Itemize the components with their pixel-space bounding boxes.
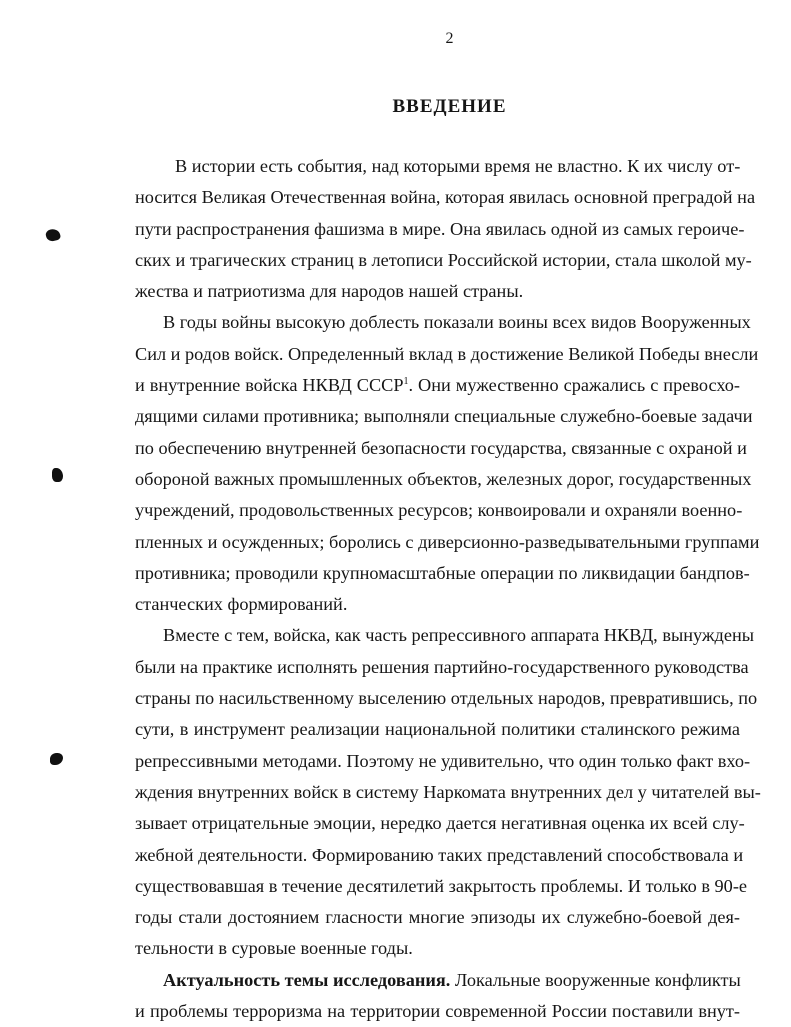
text-line: противника; проводили крупномасштабные операции по ликвидации бандпов- xyxy=(135,562,750,583)
text-line: были на практике исполнять решения партийно-государственного руководства xyxy=(135,656,749,677)
text-line: носится Великая Отечественная война, которая явилась основной преградой на xyxy=(135,187,756,208)
text-line: по обеспечению внутренней безопасности государства, связанные с охраной и xyxy=(135,437,747,458)
text-line: ждения внутренних войск в систему Наркомата внутренних дел у читателей вы- xyxy=(135,781,761,802)
text-line xyxy=(135,370,740,401)
text-line: жебной деятельности. Формированию таких представлений способствовала и xyxy=(135,844,744,865)
text-line: жества и патриотизма для народов нашей страны. xyxy=(135,281,524,302)
scan-artifact-mark xyxy=(52,468,63,482)
text-line: станческих формирований. xyxy=(135,594,348,615)
text-line: репрессивными методами. Поэтому не удивительно, что один только факт вхо- xyxy=(135,750,751,771)
document-body xyxy=(135,151,761,1027)
section-title: ВВЕДЕНИЕ xyxy=(392,96,507,117)
text-line: В годы войны высокую доблесть показали воины всех видов Вооруженных xyxy=(163,312,751,333)
scan-artifact-mark xyxy=(50,753,63,765)
text-line: ских и трагических страниц в летописи Российской истории, стала школой му- xyxy=(135,249,752,270)
page-number: 2 xyxy=(445,30,454,47)
section-heading-inline: Актуальность темы исследования. xyxy=(163,969,451,990)
paragraph-4 xyxy=(135,965,740,1027)
text-line: сути, в инструмент реализации национальной политики сталинского режима xyxy=(135,719,740,740)
text-line: Сил и родов войск. Определенный вклад в достижение Великой Победы внесли xyxy=(135,343,759,364)
text-line: годы стали достоянием гласности многие эпизоды их служебно-боевой дея- xyxy=(135,907,740,928)
text-line: учреждений, продовольственных ресурсов; конвоировали и охраняли военно- xyxy=(135,500,743,521)
text-line: Вместе с тем, войска, как часть репрессивного аппарата НКВД, вынуждены xyxy=(163,625,755,646)
text-line xyxy=(135,965,740,996)
text-line: В истории есть события, над которыми время не властно. К их числу от- xyxy=(175,156,741,176)
text-line: обороной важных промышленных объектов, железных дорог, государственных xyxy=(135,468,752,489)
paragraph-3 xyxy=(135,620,761,964)
text-line: пленных и осужденных; боролись с диверсионно-разведывательными группами xyxy=(135,531,760,552)
text-line: и проблемы терроризма на территории современной России поставили внут- xyxy=(135,1001,740,1022)
text-line: существовавшая в течение десятилетий закрытость проблемы. И только в 90-е xyxy=(135,875,748,896)
text-span: и внутренние войска НКВД СССР xyxy=(135,375,404,396)
footnote-ref[interactable]: 1 xyxy=(403,375,409,387)
text-line: тельности в суровые военные годы. xyxy=(135,938,413,959)
text-span: . Они мужественно сражались с превосхо- xyxy=(408,375,740,396)
text-line: пути распространения фашизма в мире. Она явилась одной из самых героиче- xyxy=(135,218,745,239)
text-line: зывает отрицательные эмоции, нередко дается негативная оценка их всей слу- xyxy=(135,813,745,834)
text-line: страны по насильственному выселению отдельных народов, превратившись, по xyxy=(135,688,758,709)
paragraph-1 xyxy=(135,151,756,307)
text-line: дящими силами противника; выполняли специальные служебно-боевые задачи xyxy=(135,406,753,427)
paragraph-2 xyxy=(135,307,760,620)
text-span: Локальные вооруженные конфликты xyxy=(450,969,741,990)
scan-artifact-mark xyxy=(45,227,62,242)
